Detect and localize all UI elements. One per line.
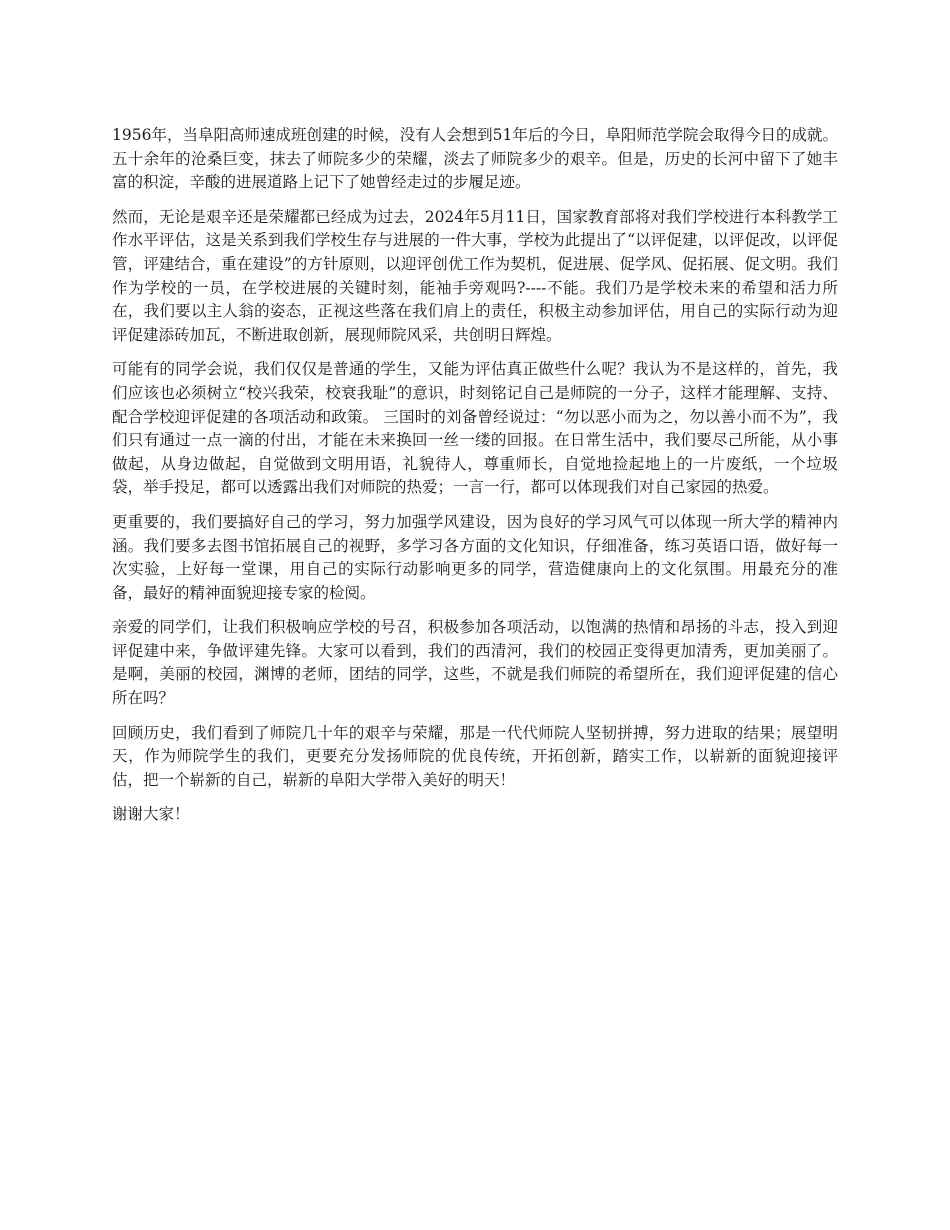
paragraph-intro: 1956年，当阜阳高师速成班创建的时候，没有人会想到51年后的今日，阜阳师范学院会取得今日的成就。五十余年的沧桑巨变，抹去了师院多少的荣耀，淡去了师院多少的艰辛。但是，历史的长河中留下了她丰富的积淀，辛酸的进展道路上记下了她曾经走过的步履足迹。 bbox=[112, 126, 838, 192]
paragraph-study: 更重要的，我们要搞好自己的学习，努力加强学风建设，因为良好的学习风气可以体现一所大学的精神内涵。我们要多去图书馆拓展自己的视野，多学习各方面的文化知识，仔细准备，练习英语口语，做好每一次实验，上好每一堂课，用自己的实际行动影响更多的同学，营造健康向上的文化氛围。用最充分的准备，最好的精神面貌迎接专家的检阅。 bbox=[112, 512, 838, 602]
paragraph-review: 回顾历史，我们看到了师院几十年的艰辛与荣耀，那是一代代师院人坚韧拼搏，努力进取的结果；展望明天，作为师院学生的我们，更要充分发扬师院的优良传统，开拓创新，踏实工作，以崭新的面貌迎接评估，把一个崭新的自己，崭新的阜阳大学带入美好的明天！ bbox=[112, 723, 838, 789]
paragraph-evaluation: 然而，无论是艰辛还是荣耀都已经成为过去，2024年5月11日，国家教育部将对我们学校进行本科教学工作水平评估，这是关系到我们学校生存与进展的一件大事，学校为此提出了“以评促建，以评促改，以评促管，评建结合，重在建设”的方针原则，以迎评创优工作为契机，促进展、促学风、促拓展、促文明。我们作为学校的一员，在学校进展的关键时刻，能袖手旁观吗?----不能。我们乃是学校未来的希望和活力所在，我们要以主人翁的姿态，正视这些落在我们肩上的责任，积极主动参加评估，用自己的实际行动为迎评促建添砖加瓦，不断进取创新，展现师院风采，共创明日辉煌。 bbox=[112, 207, 838, 344]
document-body bbox=[112, 124, 838, 838]
paragraph-thanks: 谢谢大家！ bbox=[112, 805, 190, 824]
paragraph-call-to-action: 亲爱的同学们，让我们积极响应学校的号召，积极参加各项活动，以饱满的热情和昂扬的斗志，投入到迎评促建中来，争做评建先锋。大家可以看到，我们的西清河，我们的校园正变得更加清秀，更加美丽了。是啊，美丽的校园，渊博的老师，团结的同学，这些，不就是我们师院的希望所在，我们迎评促建的信心所在吗？ bbox=[112, 618, 838, 708]
paragraph-students-role: 可能有的同学会说，我们仅仅是普通的学生，又能为评估真正做些什么呢？我认为不是这样的，首先，我们应该也必须树立“校兴我荣，校衰我耻”的意识，时刻铭记自己是师院的一分子，这样才能理解、支持、配合学校迎评促建的各项活动和政策。 三国时的刘备曾经说过：“勿以恶小而为之，勿以善小而不为”，我们只有通过一点一滴的付出，才能在未来换回一丝一缕的回报。在日常生活中，我们要尽己所能，从小事做起，从身边做起，自觉做到文明用语，礼貌待人，尊重师长，自觉地捡起地上的一片废纸，一个垃圾袋，举手投足，都可以透露出我们对师院的热爱；一言一行，都可以体现我们对自己家园的热爱。 bbox=[112, 360, 838, 497]
